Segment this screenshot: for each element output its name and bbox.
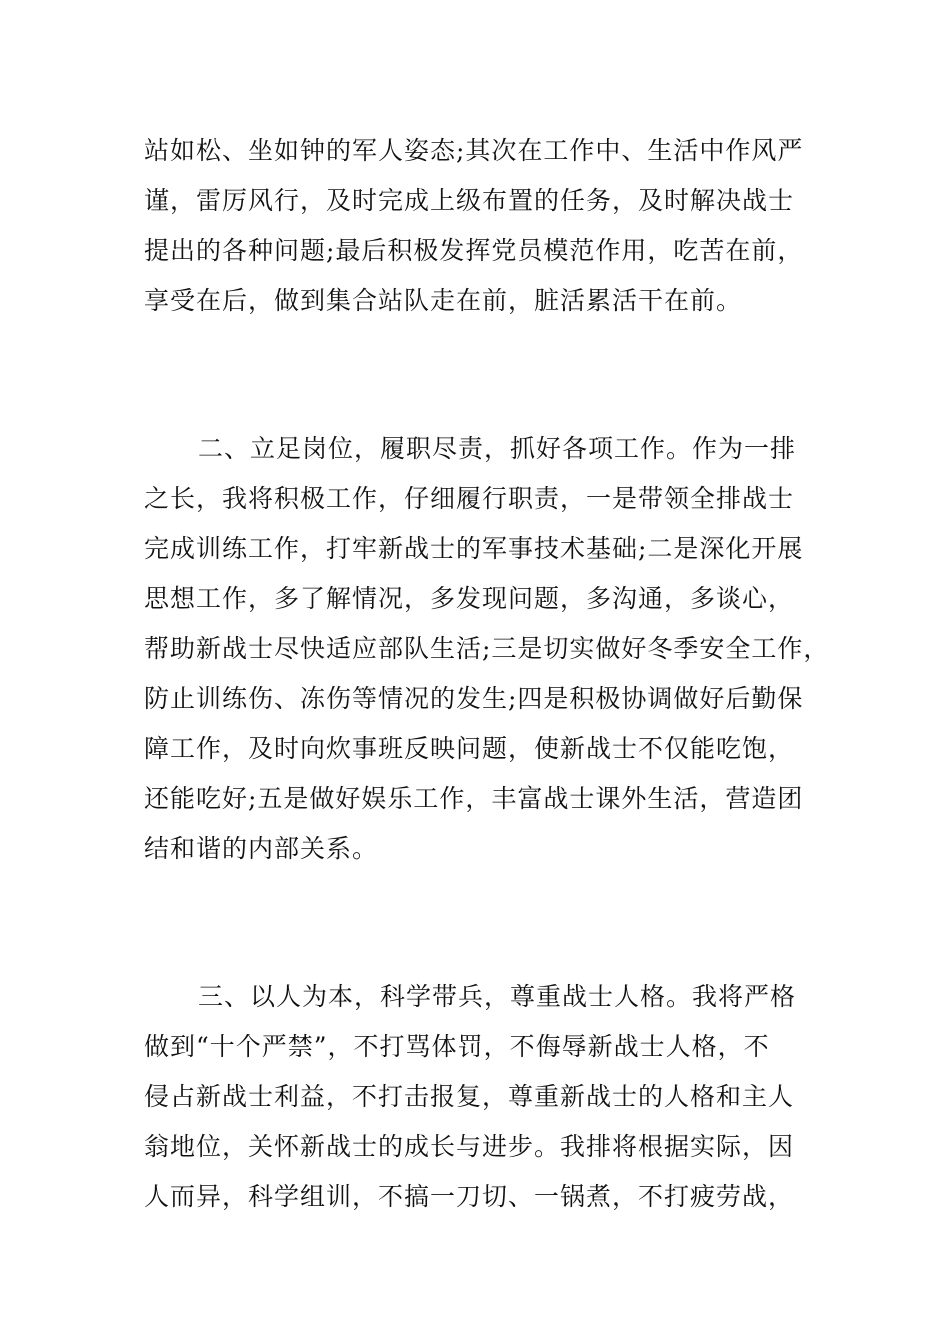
paragraph-line: 完成训练工作，打牢新战士的军事技术基础;二是深化开展 [144,534,804,563]
paragraph-2 [144,424,834,874]
paragraph-line: 站如松、坐如钟的军人姿态;其次在工作中、生活中作风严 [144,136,804,165]
paragraph-line: 还能吃好;五是做好娱乐工作，丰富战士课外生活，营造团 [144,784,804,813]
paragraph-line: 帮助新战士尽快适应部队生活;三是切实做好冬季安全工作， [144,634,830,663]
paragraph-3 [144,972,834,1222]
paragraph-first-line: 三、以人为本，科学带兵，尊重战士人格。我将严格 [198,982,797,1011]
paragraph-line: 翁地位，关怀新战士的成长与进步。我排将根据实际，因 [144,1132,795,1161]
paragraph-line: 人而异，科学组训，不搞一刀切、一锅煮，不打疲劳战， [144,1182,795,1211]
paragraph-line: 提出的各种问题;最后积极发挥党员模范作用，吃苦在前， [144,236,804,265]
paragraph-line: 谨，雷厉风行，及时完成上级布置的任务，及时解决战士 [144,186,795,215]
paragraph-line: 做到“十个严禁”，不打骂体罚，不侮辱新战士人格，不 [144,1032,770,1061]
paragraph-line: 思想工作，多了解情况，多发现问题，多沟通，多谈心， [144,584,795,613]
paragraph-line: 侵占新战士利益，不打击报复，尊重新战士的人格和主人 [144,1082,795,1111]
paragraph-line: 结和谐的内部关系。 [144,834,379,863]
paragraph-line: 之长，我将积极工作，仔细履行职责，一是带领全排战士 [144,484,795,513]
paragraph-line: 享受在后，做到集合站队走在前，脏活累活干在前。 [144,286,743,315]
paragraph-line: 防止训练伤、冻伤等情况的发生;四是积极协调做好后勤保 [144,684,804,713]
paragraph-1 [144,126,834,326]
paragraph-line: 障工作，及时向炊事班反映问题，使新战士不仅能吃饱， [144,734,795,763]
paragraph-first-line: 二、立足岗位，履职尽责，抓好各项工作。作为一排 [198,434,797,463]
